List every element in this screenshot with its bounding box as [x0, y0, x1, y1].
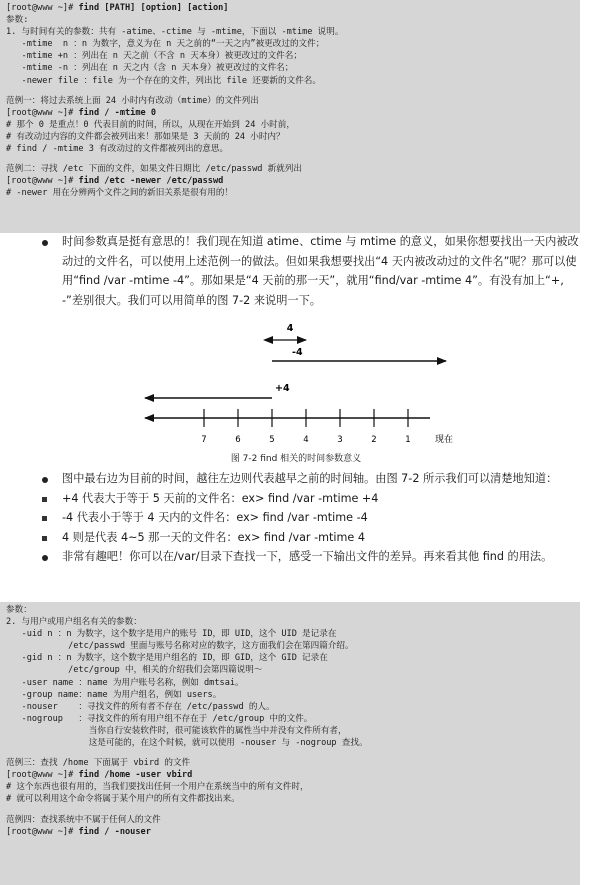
code-line: # -newer 用在分辨两个文件之间的新旧关系是很有用的！ — [6, 188, 234, 199]
code-block-time-params — [0, 0, 580, 233]
bullet-square-icon — [42, 497, 47, 502]
shell-prompt: [root@www ~]# — [6, 3, 79, 13]
code-block-user-params — [0, 602, 580, 885]
bullet-square-icon — [42, 536, 47, 541]
code-line: -user name ：name 为用户账号名称，例如 dmtsai。 — [6, 677, 244, 688]
code-line: -mtime -n ：列出在 n 天之内（含 n 天本身）被更改过的文件名； — [6, 63, 294, 74]
code-gap — [6, 155, 574, 163]
sub-bullet-text: +4 代表大于等于 5 天前的文件名：ex> find /var -mtime +4 — [62, 491, 379, 505]
code-line: -nouser ：寻找文件的所有者不存在 /etc/passwd 的人。 — [6, 701, 275, 712]
outro-text: 非常有趣吧！你可以在/var/目录下查找一下，感受一下输出文件的差异。再来看其他 find 的用法。 — [62, 550, 553, 563]
shell-command: find [PATH] [option] [action] — [78, 3, 229, 13]
timeline-tick-label: 5 — [269, 435, 275, 445]
sub-bullet-item — [40, 508, 588, 528]
code-line: 参数： — [6, 605, 32, 615]
code-line: 参数: — [6, 15, 29, 26]
code-line: 这是可能的，在这个时候，就可以使用 -nouser 与 -nogroup 查找。 — [6, 738, 368, 749]
shell-prompt: [root@www ~]# — [6, 770, 79, 781]
shell-command: find / -mtime 0 — [78, 107, 157, 118]
timeline-ticks — [201, 409, 410, 445]
code-line — [6, 2, 574, 14]
code-line: # 那个 0 是重点！0 代表目前的时间，所以，从现在开始到 24 小时前， — [6, 119, 295, 130]
code-line — [6, 107, 574, 119]
shell-prompt: [root@www ~]# — [6, 826, 79, 837]
code-line: # 有改动过内容的文件都会被列出来！那如果是 3 天前的 24 小时内？ — [6, 131, 285, 142]
code-line — [6, 769, 574, 781]
code-line — [6, 826, 574, 838]
code-gap — [6, 749, 574, 757]
sub-bullet-item — [40, 489, 588, 509]
code-line: # 这个东西也很有用的，当我们要找出任何一个用户在系统当中的所有文件时， — [6, 782, 309, 793]
code-line: 范例一：将过去系统上面 24 小时内有改动（mtime）的文件列出 — [6, 95, 259, 106]
code-line: -gid n ：n 为数字，这个数字是用户组名的 ID，即 GID，这个 GID 记录在 — [6, 653, 328, 664]
timeline-tick-label: 2 — [371, 435, 377, 445]
shell-prompt: [root@www ~]# — [6, 176, 79, 187]
code-line: # 就可以利用这个命令将属于某个用户的所有文件都找出来。 — [6, 794, 240, 805]
now-label: 现在 — [435, 435, 454, 445]
code-line: /etc/passwd 里面与账号名称对应的数字，这方面我们会在第四篇介绍。 — [6, 641, 354, 652]
figure-7-2 — [0, 318, 592, 470]
bullet-item — [40, 547, 588, 567]
timeline-tick-label: 3 — [337, 435, 343, 445]
code-line: 范例三：查找 /home 下面属于 vbird 的文件 — [6, 758, 191, 769]
sub-bullet-text: 4 则是代表 4~5 那一天的文件名：ex> find /var -mtime 4 — [62, 530, 365, 544]
shell-prompt: [root@www ~]# — [6, 107, 79, 118]
code-line: -mtime +n ：列出在 n 天之前（不含 n 天本身）被更改过的文件名； — [6, 51, 302, 62]
label-plus4: +4 — [275, 383, 290, 394]
shell-command: find / -nouser — [78, 826, 151, 837]
shell-command: find /etc -newer /etc/passwd — [78, 176, 224, 187]
code-line: /etc/group 中，相关的介绍我们会第四篇说明～ — [6, 665, 263, 676]
code-line: -mtime n ：n 为数字，意义为在 n 天之前的“一天之内”被更改过的文件； — [6, 39, 325, 50]
code-line: # find / -mtime 3 有改动过的文件都被列出的意思。 — [6, 144, 229, 155]
code-line: 范例四：查找系统中不属于任何人的文件 — [6, 814, 161, 825]
code-line: -uid n ：n 为数字，这个数字是用户的账号 ID，即 UID，这个 UID 是记录在 — [6, 629, 337, 640]
code-gap — [6, 87, 574, 95]
paragraph-figure-explanation — [40, 469, 588, 567]
figure-caption: 图 7-2 find 相关的时间参数意义 — [230, 454, 362, 464]
sub-bullet-text: -4 代表小于等于 4 天内的文件名：ex> find /var -mtime -4 — [62, 511, 368, 524]
code-line: 1. 与时间有关的参数：共有 -atime、-ctime 与 -mtime，下面以 -mtime 说明。 — [6, 27, 344, 38]
sub-bullet-item — [40, 528, 588, 548]
timeline-tick-label: 1 — [405, 435, 411, 445]
paragraph-time-params-explanation — [40, 232, 588, 310]
timeline-tick-label: 6 — [235, 435, 241, 445]
code-line: 2. 与用户或用户组名有关的参数： — [6, 617, 142, 628]
timeline-tick-label: 4 — [303, 435, 309, 445]
shell-command: find /home -user vbird — [78, 770, 193, 781]
code-line: 当你自行安装软件时，很可能该软件的属性当中并没有文件所有者， — [6, 725, 347, 736]
code-line — [6, 175, 574, 187]
bullet-item — [40, 469, 588, 489]
code-gap — [6, 806, 574, 814]
bullet-dot-icon — [42, 240, 48, 246]
bullet-dot-icon — [42, 477, 48, 483]
code-line: -newer file ：file 为一个存在的文件，列出比 file 还要新的文件名。 — [6, 75, 321, 86]
paragraph-text: 时间参数真是挺有意思的！我们现在知道 atime、ctime 与 mtime 的意义，如果你想要找出一天内被改动过的文件名，可以使用上述范例一的做法。但如果我想要找出“4 天内被改动过的文件名”呢？那可以使用“find /var -mtime -4”。那如果是“4 天前的那一天”，就用“find/var -mtime 4”。有没有加上“+, -”差别很大。我们可以用简单的图 7-2 来说明一下。 — [62, 235, 579, 307]
timeline-diagram — [0, 318, 592, 450]
label-4: 4 — [286, 323, 294, 334]
code-line: -nogroup ：寻找文件的所有用户组不存在于 /etc/group 中的文件。 — [6, 713, 313, 724]
timeline-tick-label: 7 — [201, 435, 207, 445]
bullet-item — [40, 232, 588, 310]
code-line: -group name：name 为用户组名，例如 users。 — [6, 689, 222, 700]
code-line: 范例二：寻找 /etc 下面的文件，如果文件日期比 /etc/passwd 新就列出 — [6, 164, 302, 175]
intro-text: 图中最右边为目前的时间，越往左边则代表越早之前的时间轴。由图 7-2 所示我们可以清楚地知道： — [62, 472, 558, 485]
label-minus4: -4 — [292, 347, 303, 358]
bullet-square-icon — [42, 516, 47, 521]
bullet-dot-icon — [42, 555, 48, 561]
